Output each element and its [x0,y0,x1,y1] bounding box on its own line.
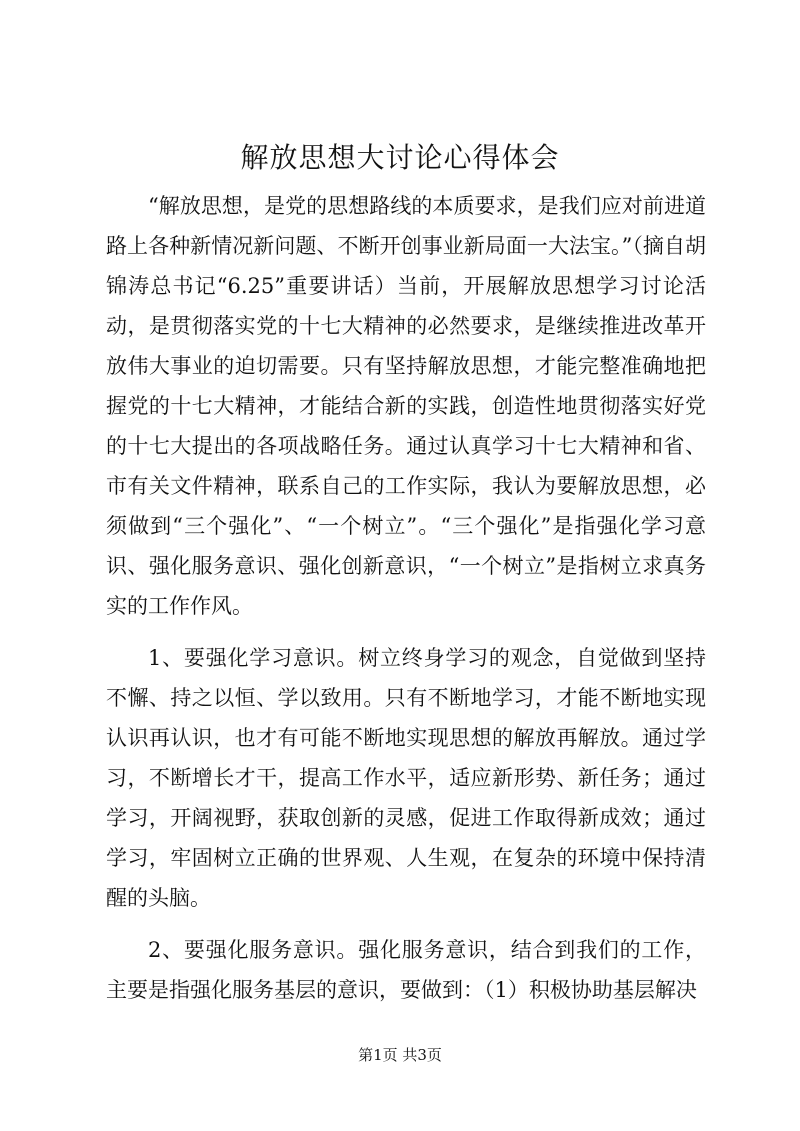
document-title: 解放思想大讨论心得体会 [240,141,560,174]
paragraph-service: 2、要强化服务意识。强化服务意识，结合到我们的工作，主要是指强化服务基层的意识，要做到：（1）积极协助基层解决 [106,938,706,1002]
page-footer: 第1页 共3页 [358,1046,442,1064]
paragraph-learning: 1、要强化学习意识。树立终身学习的观念，自觉做到坚持不懈、持之以恒、学以致用。只有不断地学习，才能不断地实现认识再认识，也才有可能不断地实现思想的解放再解放。通过学习，不断增长才干，提高工作水平，适应新形势、新任务；通过学习，开阔视野，获取创新的灵感，促进工作取得新成效；通过学习，牢固树立正确的世界观、人生观，在复杂的环境中保持清醒的头脑。 [106,646,706,910]
paragraph-intro: “解放思想，是党的思想路线的本质要求，是我们应对前进道路上各种新情况新问题、不断开创事业新局面一大法宝。”（摘自胡锦涛总书记“6.25”重要讲话）当前，开展解放思想学习讨论活动，是贯彻落实党的十七大精神的必然要求，是继续推进改革开放伟大事业的迫切需要。只有坚持解放思想，才能完整准确地把握党的十七大精神，才能结合新的实践，创造性地贯彻落实好党的十七大提出的各项战略任务。通过认真学习十七大精神和省、市有关文件精神，联系自己的工作实际，我认为要解放思想，必须做到“三个强化”、“一个树立”。“三个强化”是指强化学习意识、强化服务意识、强化创新意识，“一个树立”是指树立求真务实的工作作风。 [106,194,706,618]
document-body [106,186,706,1010]
